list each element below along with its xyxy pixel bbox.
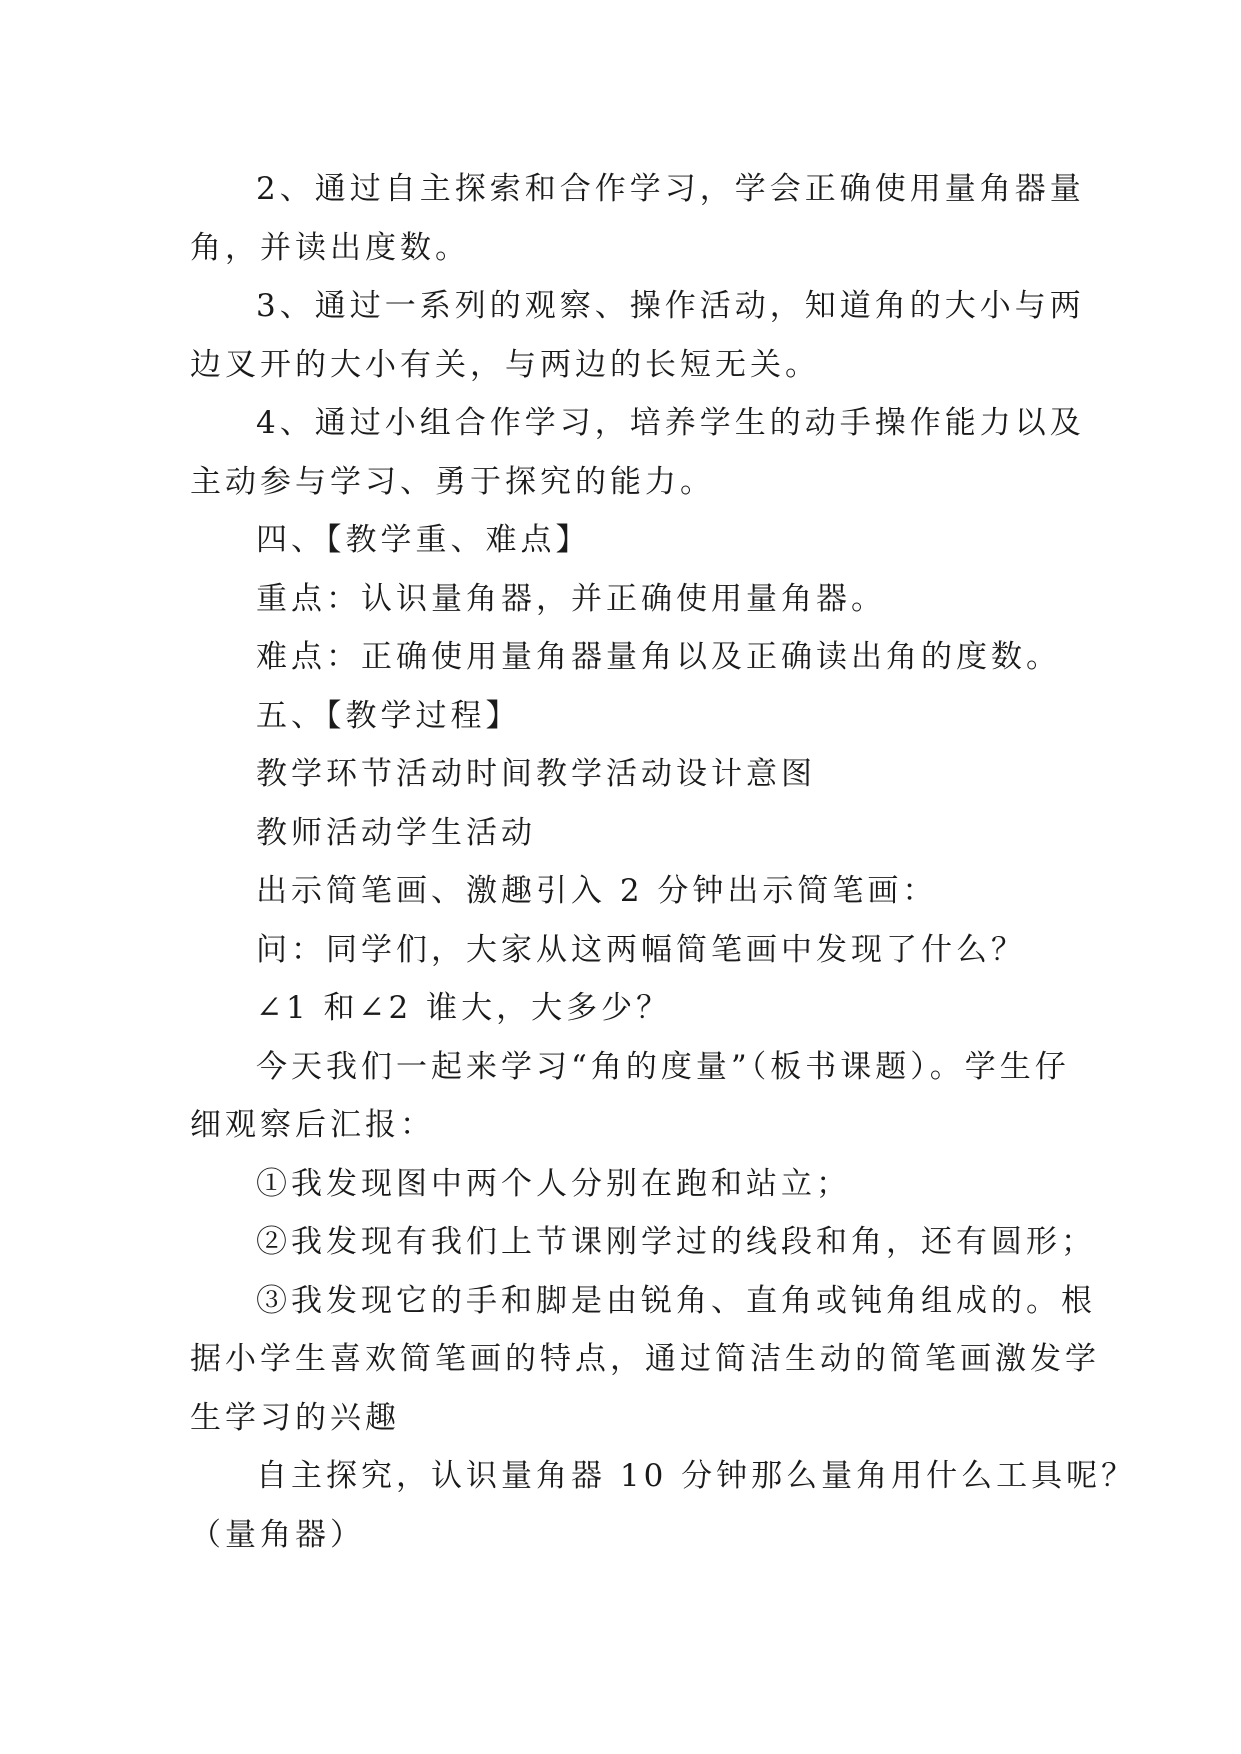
text-line: 教师活动学生活动 xyxy=(256,814,536,851)
text-line: （量角器） xyxy=(190,1516,365,1553)
text-line: 今天我们一起来学习“角的度量”（板书课题）。学生仔 xyxy=(256,1048,1070,1085)
text-line: 据小学生喜欢简笔画的特点，通过简洁生动的简笔画激发学 xyxy=(190,1341,1100,1377)
text-line: 生学习的兴趣 xyxy=(190,1399,400,1436)
text-line: 2、通过自主探索和合作学习，学会正确使用量角器量 xyxy=(256,171,1085,207)
text-line: 重点：认识量角器，并正确使用量角器。 xyxy=(256,580,886,617)
text-line: ③我发现它的手和脚是由锐角、直角或钝角组成的。根 xyxy=(256,1282,1096,1319)
text-line: 难点：正确使用量角器量角以及正确读出角的度数。 xyxy=(256,639,1061,675)
text-line: 边叉开的大小有关，与两边的长短无关。 xyxy=(190,346,820,383)
text-line: ∠1 和∠2 谁大，大多少？ xyxy=(256,990,672,1026)
text-line: 细观察后汇报： xyxy=(190,1107,435,1143)
text-line: 问：同学们，大家从这两幅简笔画中发现了什么？ xyxy=(256,931,1026,968)
text-line: 五、【教学过程】 xyxy=(256,697,521,734)
text-line: 角，并读出度数。 xyxy=(190,229,470,266)
text-line: ①我发现图中两个人分别在跑和站立； xyxy=(256,1165,851,1202)
text-line: 3、通过一系列的观察、操作活动，知道角的大小与两 xyxy=(256,288,1085,324)
text-line: 主动参与学习、勇于探究的能力。 xyxy=(190,463,715,500)
text-line: 4、通过小组合作学习，培养学生的动手操作能力以及 xyxy=(256,405,1085,441)
text-line: ②我发现有我们上节课刚学过的线段和角，还有圆形； xyxy=(256,1224,1096,1260)
text-line: 四、【教学重、难点】 xyxy=(256,522,591,558)
text-line: 出示简笔画、激趣引入 2 分钟出示简笔画： xyxy=(256,873,938,909)
text-line: 教学环节活动时间教学活动设计意图 xyxy=(256,756,816,792)
text-line: 自主探究，认识量角器 10 分钟那么量角用什么工具呢？ xyxy=(256,1458,1137,1494)
document-body xyxy=(190,160,1137,1564)
